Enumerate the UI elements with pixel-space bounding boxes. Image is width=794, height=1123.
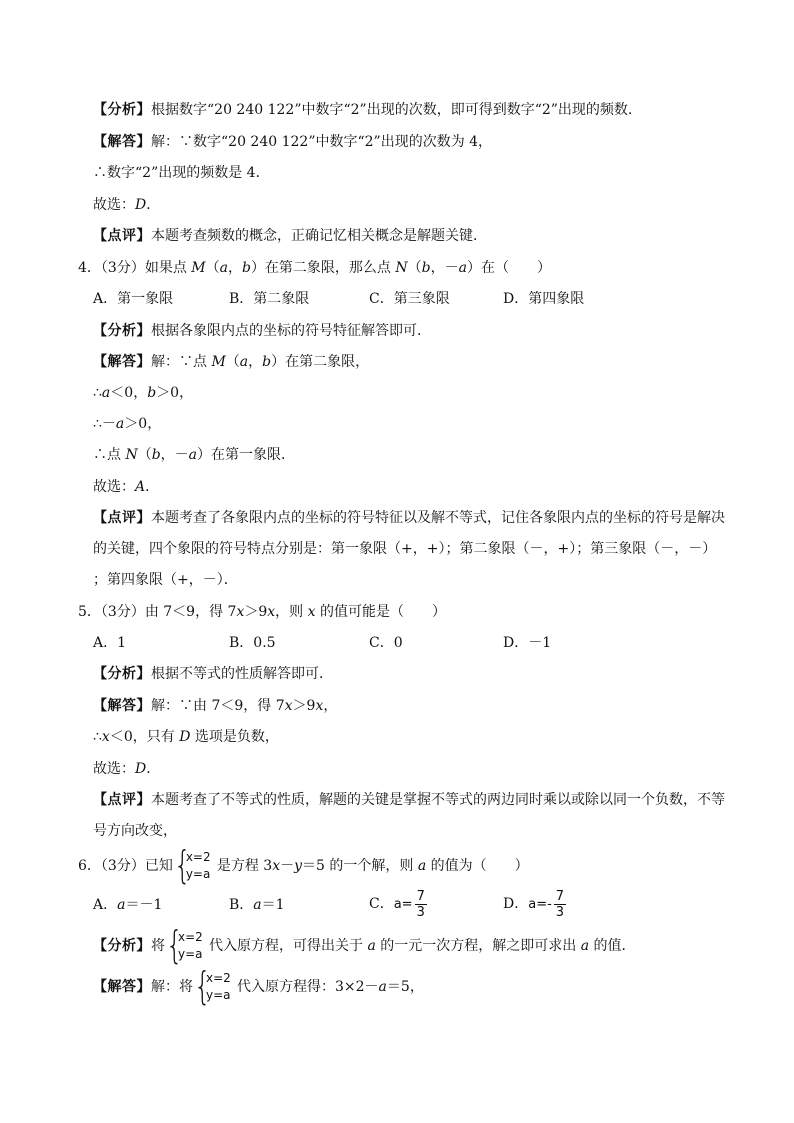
- q3-choice: 故选：D．: [93, 197, 161, 213]
- q3-analysis: 【分析】根据数字“20 240 122”中数字“2”出现的次数，即可得到数字“2”出现的频数.: [93, 102, 633, 118]
- q4-answer-line-2: ∴a＜0，b＞0，: [93, 385, 194, 401]
- q3-answer-line-1: 【解答】解：∵数字“20 240 122”中数字“2”出现的次数为 4，: [93, 134, 493, 150]
- q4-answer-line-3: ∴－a＞0，: [93, 416, 162, 432]
- fraction: $\frac{7}{3}$: [416, 888, 425, 920]
- q4-option-d: D．第四象限: [503, 291, 585, 307]
- q5-stem: 5．（3分）由 7＜9，得 7x＞9x，则 x 的值可能是（ ）: [78, 604, 446, 620]
- q6-option-a: A．a＝－1: [93, 897, 163, 913]
- q3-answer-line-2: ∴数字“2”出现的频数是 4．: [93, 165, 270, 181]
- q5-option-c: C．0: [369, 635, 403, 651]
- q4-comment-line-2: 的关键，四个象限的符号特点分别是：第一象限（+，+）；第二象限（－，+）；第三象限（－，－）: [93, 541, 717, 557]
- q3-comment: 【点评】本题考查频数的概念，正确记忆相关概念是解题关键．: [93, 228, 487, 244]
- q4-answer-line-1: 【解答】解：∵点 M（a，b）在第二象限，: [93, 354, 370, 370]
- q4-option-b: B．第二象限: [229, 291, 310, 307]
- q6-option-c: C．a= $\frac{7}{3}$: [369, 888, 425, 920]
- q5-option-d: D．－1: [503, 635, 552, 651]
- equation-system: { x=2 y=a: [166, 923, 203, 967]
- q5-analysis: 【分析】根据不等式的性质解答即可．: [93, 666, 333, 682]
- q5-answer-line-1: 【解答】解：∵由 7＜9，得 7x＞9x，: [93, 698, 338, 714]
- q6-option-d: D．a=- $\frac{7}{3}$: [503, 888, 565, 920]
- q5-choice: 故选：D．: [93, 761, 161, 777]
- q6-option-b: B．a＝1: [229, 897, 285, 913]
- fraction: $\frac{7}{3}$: [555, 888, 565, 920]
- q4-comment-line-1: 【点评】本题考查了各象限内点的坐标的符号特征以及解不等式，记住各象限内点的坐标的符号是解决: [93, 510, 725, 526]
- q4-stem: 4．（3分）如果点 M（a，b）在第二象限，那么点 N（b，－a）在（ ）: [78, 260, 551, 276]
- q6-answer: 【解答】解：将 { x=2 y=a 代入原方程得：3×2－a＝5，: [93, 964, 424, 1008]
- equation-system: { x=2 y=a: [194, 964, 231, 1008]
- q4-answer-line-4: ∴点 N（b，－a）在第一象限．: [93, 447, 296, 463]
- q6-stem: 6．（3分）已知 { x=2 y=a 是方程 3x－y＝5 的一个解，则 a 的值为（ ）: [78, 843, 529, 887]
- q5-answer-line-2: ∴x＜0，只有 D 选项是负数，: [93, 729, 279, 745]
- equation-system: { x=2 y=a: [173, 843, 211, 887]
- q4-option-a: A．第一象限: [93, 291, 174, 307]
- q4-option-c: C．第三象限: [369, 291, 450, 307]
- q4-analysis: 【分析】根据各象限内点的坐标的符号特征解答即可．: [93, 323, 431, 339]
- q4-comment-line-3: ；第四象限（+，－）．: [93, 572, 238, 588]
- q6-analysis: 【分析】将 { x=2 y=a 代入原方程，可得出关于 a 的一元一次方程，解之即可求出 a 的值．: [93, 923, 636, 967]
- q5-option-b: B．0.5: [229, 635, 276, 651]
- q4-choice: 故选：A．: [93, 479, 160, 495]
- q5-option-a: A．1: [93, 635, 127, 651]
- q5-comment-line-1: 【点评】本题考查了不等式的性质，解题的关键是掌握不等式的两边同时乘以或除以同一个负数，不等: [93, 792, 725, 808]
- q5-comment-line-2: 号方向改变，: [93, 823, 177, 839]
